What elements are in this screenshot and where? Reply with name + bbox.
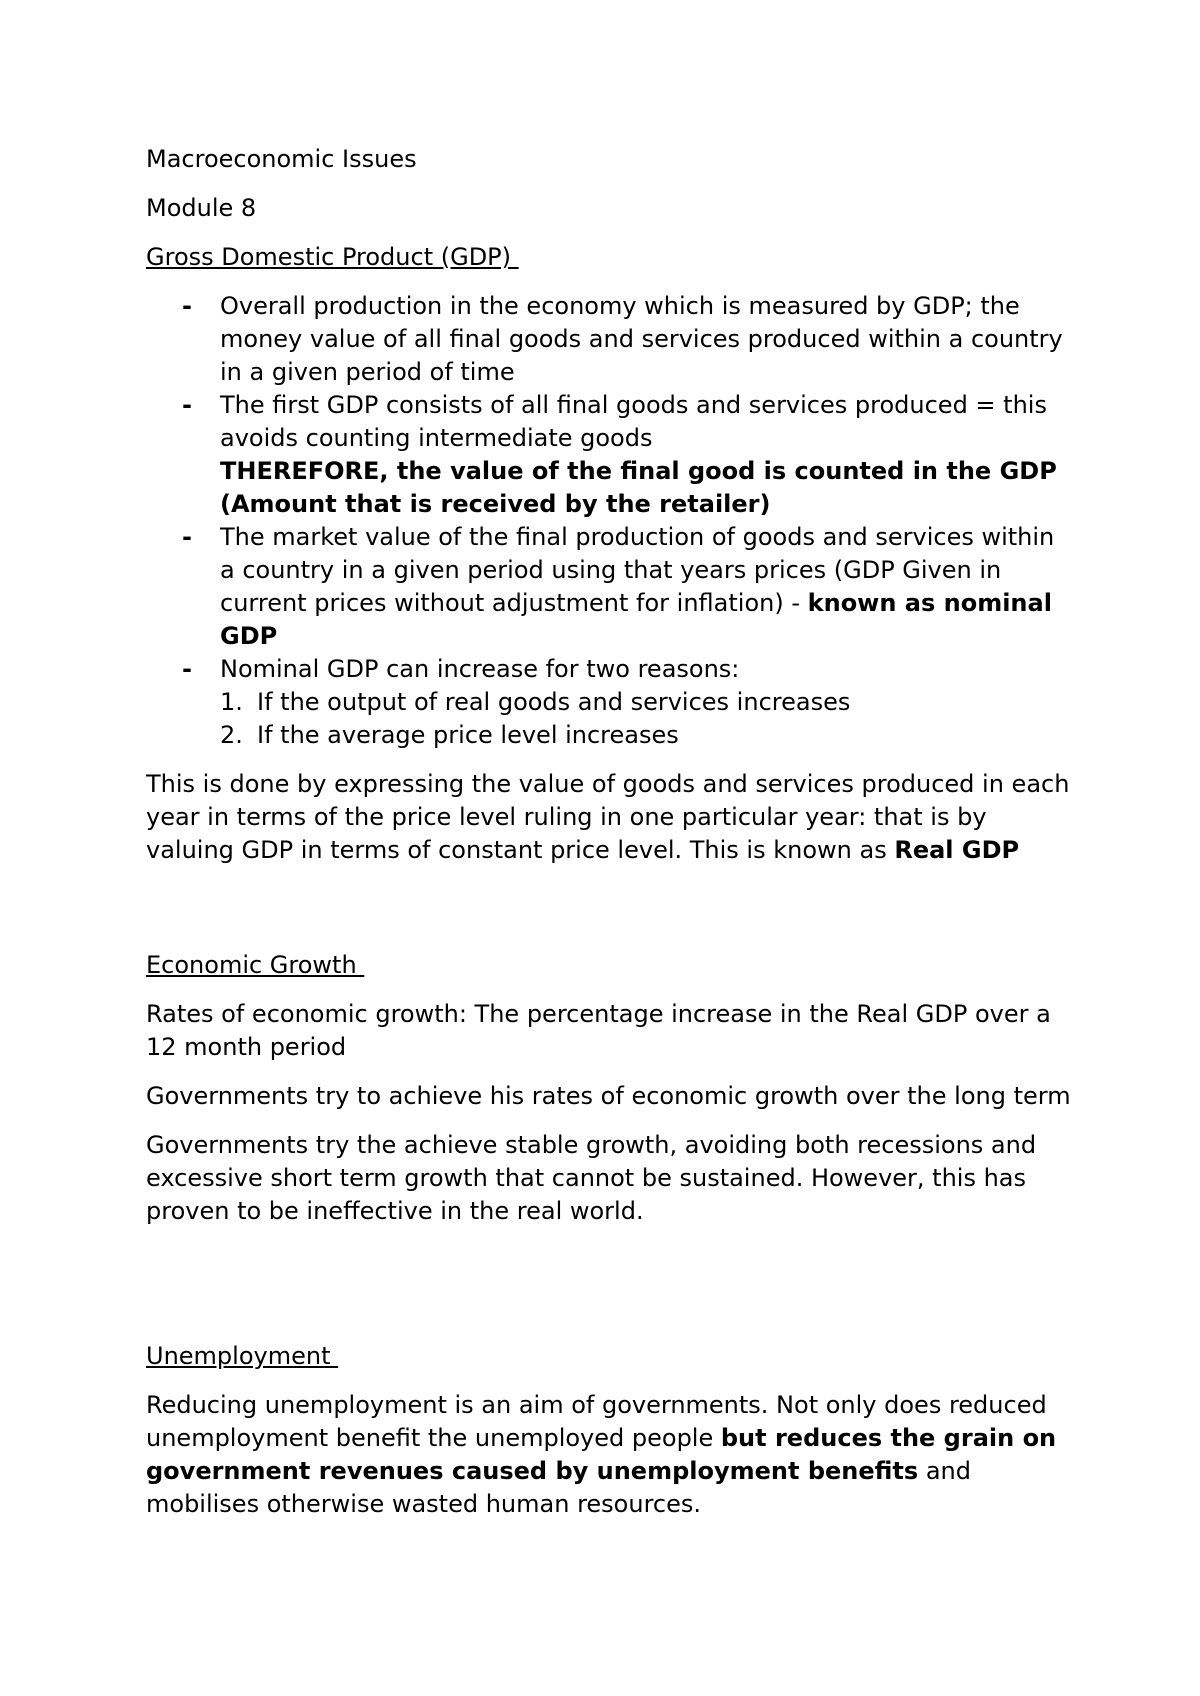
- reason-text: If the average price level increases: [257, 721, 679, 749]
- bullet-bold-text: known as nominal GDP: [220, 589, 1052, 650]
- growth-paragraph-2: Governments try to achieve his rates of economic growth over the long term: [146, 1082, 1071, 1110]
- bullet-text: Overall production in the economy which is measured by GDP; the money value of all final goods and services produced within a country in a given period of time: [220, 292, 1063, 386]
- dash-bullet: -: [182, 655, 192, 683]
- paragraph-bold-text: Real GDP: [894, 836, 1020, 864]
- bullet-text: The first GDP consists of all final goods and services produced = this avoids counting intermediate goods: [220, 391, 1047, 452]
- paragraph-text-end: and mobilises otherwise wasted human resources.: [146, 1457, 979, 1518]
- list-number: 1.: [220, 688, 243, 716]
- real-gdp-paragraph: [146, 768, 1076, 867]
- paragraph-bold-text: but reduces the grain on government revenues caused by unemployment benefits: [146, 1424, 1057, 1485]
- unemployment-paragraph: [146, 1389, 1076, 1521]
- module-label: Module 8: [146, 194, 257, 222]
- bullet-text: Nominal GDP can increase for two reasons:: [220, 655, 740, 683]
- growth-paragraph-3: Governments try the achieve stable growth, avoiding both recessions and excessive short term growth that cannot be sustained. However, this has proven to be ineffective in the real world.: [146, 1131, 1037, 1225]
- dash-bullet: -: [182, 292, 192, 320]
- unemployment-heading: Unemployment: [146, 1342, 339, 1370]
- bullet-bold-text: THEREFORE, the value of the final good is counted in the GDP (Amount that is received by the retailer): [220, 457, 1057, 518]
- list-item: [220, 719, 1076, 752]
- list-number: 2.: [220, 721, 243, 749]
- gdp-heading: Gross Domestic Product (GDP): [146, 243, 519, 271]
- reasons-list: [220, 686, 1076, 752]
- list-item: [220, 686, 1076, 719]
- gdp-bullet-list: [146, 290, 1076, 752]
- paragraph-text: Reducing unemployment is an aim of governments. Not only does reduced unemployment benefit the unemployed people: [146, 1391, 1055, 1452]
- document-body: [146, 143, 1076, 1537]
- growth-heading: Economic Growth: [146, 951, 365, 979]
- paragraph-text: This is done by expressing the value of goods and services produced in each year in terms of the price level ruling in one particular year: that is by valuing GDP in terms of constant price level. This is known as: [146, 770, 1078, 864]
- list-item: [146, 290, 1076, 389]
- list-item: [146, 653, 1076, 752]
- dash-bullet: -: [182, 391, 192, 419]
- list-item: [146, 521, 1076, 653]
- growth-paragraph-1: Rates of economic growth: The percentage increase in the Real GDP over a 12 month period: [146, 1000, 1051, 1061]
- spacer: [146, 1244, 1076, 1340]
- bullet-text: The market value of the final production of goods and services within a country in a given period using that years prices (GDP Given in current prices without adjustment for inflation) -: [220, 523, 1062, 617]
- spacer: [146, 883, 1076, 949]
- list-item: [146, 389, 1076, 521]
- dash-bullet: -: [182, 523, 192, 551]
- document-title: Macroeconomic Issues: [146, 145, 417, 173]
- reason-text: If the output of real goods and services increases: [257, 688, 851, 716]
